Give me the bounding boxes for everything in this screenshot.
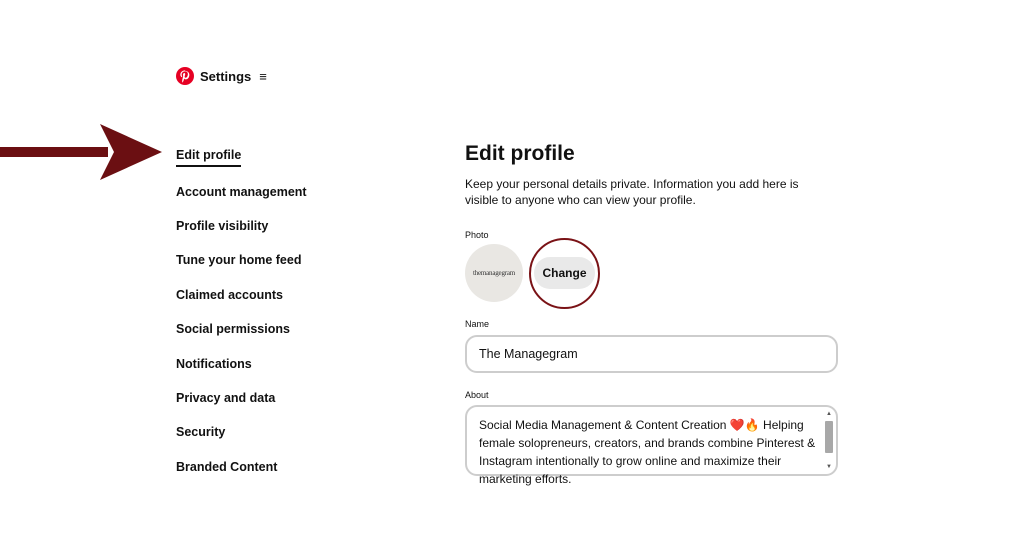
sidebar-item-account-management[interactable] [176,174,396,208]
sidebar-item-claimed-accounts[interactable] [176,278,396,312]
sidebar-item-security[interactable] [176,415,396,449]
scroll-down-icon[interactable]: ▼ [826,464,832,470]
name-input[interactable] [465,335,838,373]
photo-label: Photo [465,230,489,240]
hamburger-menu-icon[interactable]: ≡ [259,68,267,84]
settings-title: Settings [200,68,252,84]
about-text: Social Media Management & Content Creation ❤️🔥 Helping female solopreneurs, creators, and brands combine Pinterest & Instagram intentionally to grow online and maximize their marketing efforts. [479,418,816,486]
settings-sidebar [176,140,396,484]
annotation-arrow-icon [0,124,162,180]
avatar-text: themanagegram [472,269,516,277]
edit-profile-panel [465,140,845,486]
sidebar-item-label: Social permissions [176,322,290,337]
sidebar-item-label: Privacy and data [176,390,276,405]
change-photo-button[interactable]: Change [534,257,595,289]
pinterest-logo-icon[interactable] [176,67,194,85]
page-title: Edit profile [465,142,575,165]
sidebar-item-label: Profile visibility [176,218,269,233]
about-label: About [465,390,489,400]
sidebar-item-profile-visibility[interactable] [176,209,396,243]
top-bar [176,67,267,85]
avatar [465,244,523,302]
sidebar-item-label: Edit profile [176,148,241,167]
sidebar-item-social-permissions[interactable] [176,312,396,346]
sidebar-item-label: Branded Content [176,459,278,474]
about-scrollbar[interactable] [824,409,834,472]
scroll-up-icon[interactable]: ▲ [826,411,832,417]
sidebar-item-notifications[interactable] [176,346,396,380]
scroll-thumb[interactable] [825,421,833,453]
sidebar-item-label: Account management [176,184,307,199]
sidebar-item-edit-profile[interactable] [176,140,396,174]
about-textarea[interactable] [465,405,838,486]
sidebar-item-label: Notifications [176,356,252,371]
name-label: Name [465,319,490,329]
sidebar-item-label: Claimed accounts [176,287,283,302]
sidebar-item-tune-home-feed[interactable] [176,243,396,277]
sidebar-item-branded-content[interactable] [176,450,396,484]
sidebar-item-label: Tune your home feed [176,253,302,268]
sidebar-item-privacy-and-data[interactable] [176,381,396,415]
sidebar-item-label: Security [176,425,226,440]
page-description: Keep your personal details private. Information you add here is visible to anyone who can view your profile. [465,177,799,207]
